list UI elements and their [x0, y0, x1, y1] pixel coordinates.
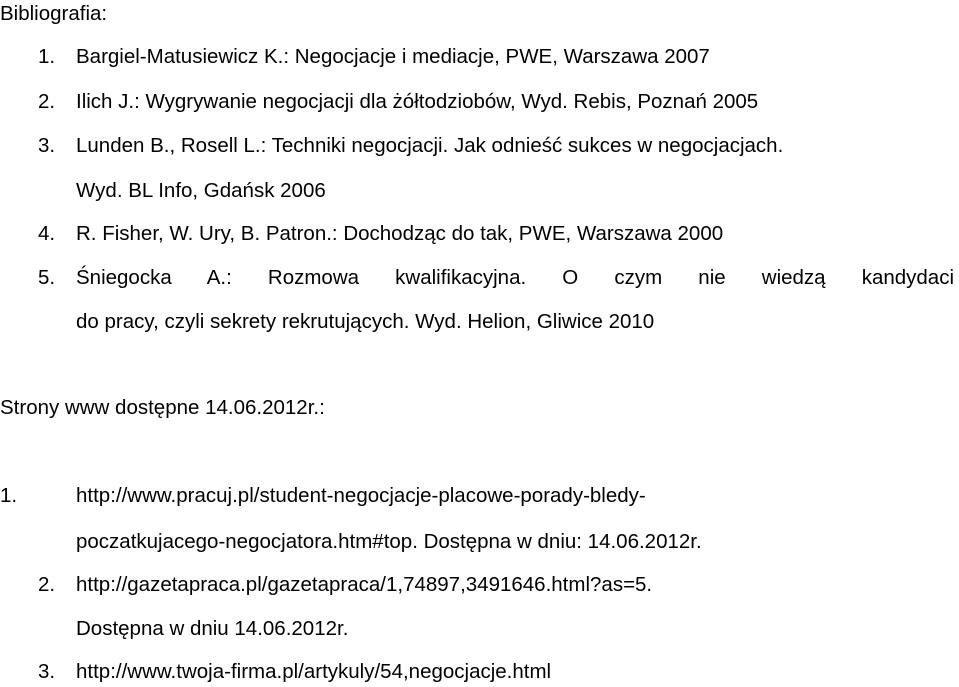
bibliography-item-3-text-line-1: Lunden B., Rosell L.: Techniki negocjacji. Jak odnieść sukces w negocjacjach.	[76, 134, 784, 157]
bibliography-item-4-number: 4.	[38, 222, 56, 245]
bibliography-item-5-text-line-1: Śniegocka A.: Rozmowa kwalifikacyjna. O czym nie wiedzą kandydaci	[76, 266, 954, 289]
website-item-1-number: 1.	[0, 484, 18, 507]
website-item-3-link: http://www.twoja-firma.pl/artykuly/54,negocjacje.html	[76, 660, 552, 683]
bibliography-item-4-text: R. Fisher, W. Ury, B. Patron.: Dochodząc do tak, PWE, Warszawa 2000	[76, 222, 724, 245]
websites-heading: Strony www dostępne 14.06.2012r.:	[0, 396, 325, 419]
bibliography-item-3-text-line-2: Wyd. BL Info, Gdańsk 2006	[76, 179, 326, 202]
website-item-2-link-line-1: http://gazetapraca.pl/gazetapraca/1,74897,3491646.html?as=5.	[76, 573, 653, 596]
bibliography-heading: Bibliografia:	[0, 2, 108, 25]
bibliography-item-3-number: 3.	[38, 134, 56, 157]
website-item-1-link-line-1: http://www.pracuj.pl/student-negocjacje-placowe-porady-bledy-	[76, 484, 646, 507]
website-item-1-link-line-2: poczatkujacego-negocjatora.htm#top. Dostępna w dniu: 14.06.2012r.	[76, 530, 702, 553]
website-item-2-number: 2.	[38, 573, 56, 596]
website-item-2-link-line-2: Dostępna w dniu 14.06.2012r.	[76, 617, 349, 640]
bibliography-item-2-number: 2.	[38, 90, 56, 113]
bibliography-item-5-text-line-2: do pracy, czyli sekrety rekrutujących. Wyd. Helion, Gliwice 2010	[76, 310, 655, 333]
bibliography-item-2-text: Ilich J.: Wygrywanie negocjacji dla żółtodziobów, Wyd. Rebis, Poznań 2005	[76, 90, 759, 113]
bibliography-item-1-number: 1.	[38, 45, 56, 68]
bibliography-item-5-number: 5.	[38, 266, 56, 289]
website-item-3-number: 3.	[38, 660, 56, 683]
bibliography-item-1-text: Bargiel-Matusiewicz K.: Negocjacje i mediacje, PWE, Warszawa 2007	[76, 45, 710, 68]
